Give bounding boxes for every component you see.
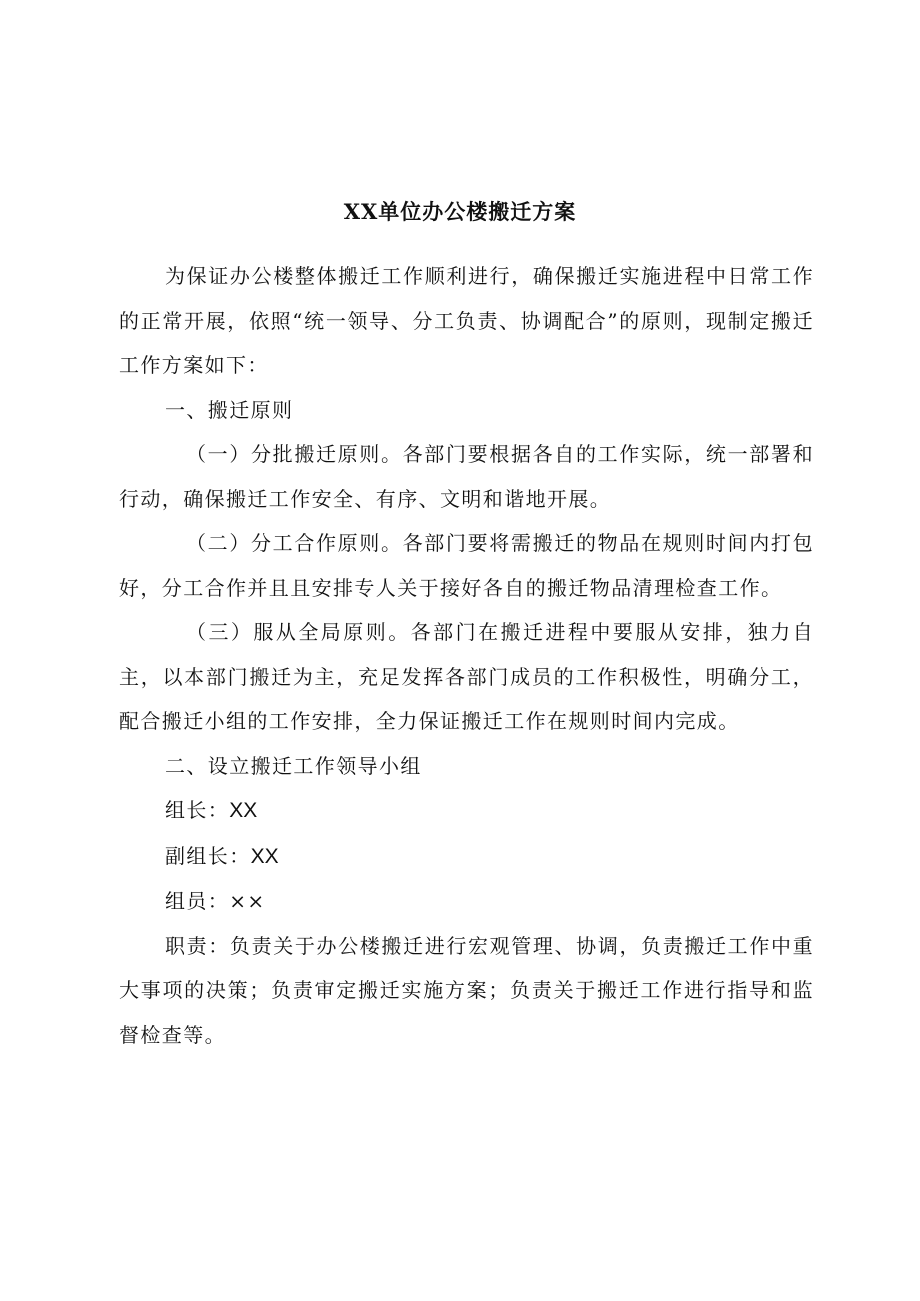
principle-1-paragraph: （一）分批搬迁原则。各部门要根据各自的工作实际，统一部署和行动，确保搬迁工作安全、有序、文明和谐地开展。 <box>119 442 814 511</box>
principle-2-paragraph: （二）分工合作原则。各部门要将需搬迁的物品在规则时间内打包好，分工合作并且且安排专人关于接好各自的搬迁物品清理检查工作。 <box>119 531 814 600</box>
deputy-leader-value: XX <box>250 844 279 868</box>
principle-3-paragraph: （三）服从全局原则。各部门在搬迁进程中要服从安排，独力自主，以本部门搬迁为主，充足发挥各部门成员的工作积极性，明确分工，配合搬迁小组的工作安排，全力保证搬迁工作在规则时间内完成。 <box>119 620 814 733</box>
section-1-heading: 一、搬迁原则 <box>165 397 294 422</box>
members-value: ×× <box>229 889 266 913</box>
members-label: 组员： <box>165 889 230 913</box>
members-line <box>119 879 814 924</box>
document-body <box>119 254 814 1057</box>
document-title: XX单位办公楼搬迁方案 <box>343 199 577 224</box>
deputy-leader-label: 副组长： <box>165 843 251 868</box>
intro-paragraph: 为保证办公楼整体搬迁工作顺利进行，确保搬迁实施进程中日常工作的正常开展，依照“统一领导、分工负责、协调配合”的原则，现制定搬迁工作方案如下： <box>119 264 814 377</box>
leader-label: 组长： <box>165 798 230 822</box>
deputy-leader-line <box>119 834 814 880</box>
leader-value: XX <box>229 799 258 822</box>
leader-line <box>119 788 814 834</box>
duties-paragraph: 职责：负责关于办公楼搬迁进行宏观管理、协调，负责搬迁工作中重大事项的决策；负责审定搬迁实施方案；负责关于搬迁工作进行指导和监督检查等。 <box>119 933 814 1047</box>
section-2-heading: 二、设立搬迁工作领导小组 <box>165 753 422 778</box>
